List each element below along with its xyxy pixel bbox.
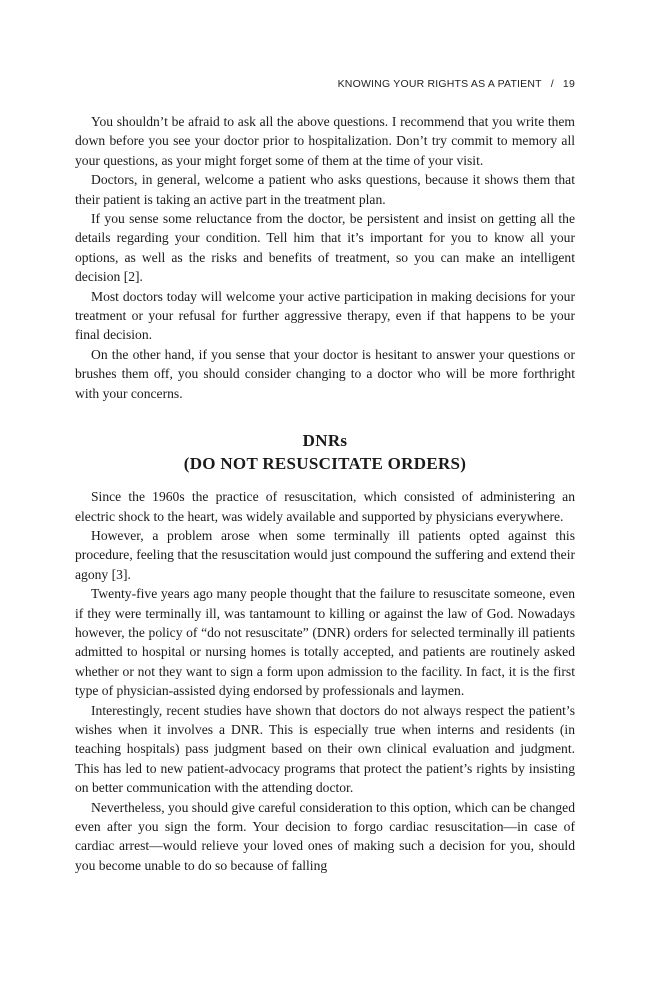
- running-head-separator: /: [550, 78, 554, 90]
- paragraph: Doctors, in general, welcome a patient who asks questions, because it shows them that their patient is taking an active part in the treatment plan.: [75, 172, 575, 207]
- paragraph: You shouldn’t be afraid to ask all the above questions. I recommend that you write them down before you see your doctor prior to hospitalization. Don’t try commit to memory all your questions, as your might forget some of them at the time of your visit.: [75, 114, 575, 168]
- paragraph: Since the 1960s the practice of resuscitation, which consisted of administering an electric shock to the heart, was widely available and supported by physicians everywhere.: [75, 489, 575, 524]
- section-heading-line2: (DO NOT RESUSCITATE ORDERS): [183, 454, 467, 474]
- page-number: 19: [562, 78, 575, 90]
- running-head: [75, 78, 575, 90]
- paragraph: On the other hand, if you sense that your doctor is hesitant to answer your questions or brushes them off, you should consider changing to a doctor who will be more forthright with your concerns.: [75, 346, 575, 401]
- running-head-title: KNOWING YOUR RIGHTS AS A PATIENT: [337, 78, 542, 90]
- paragraph: Interestingly, recent studies have shown that doctors do not always respect the patient’s wishes when it involves a DNR. This is especially true when interns and residents (in teaching hospitals) pass judgment based on their own clinical evaluation and judgment. This has led to new patient-advocacy programs that protect the patient’s rights by insisting on better communication with the attending doctor.: [75, 702, 575, 796]
- section-questions: [75, 112, 575, 403]
- paragraph: Twenty-five years ago many people thought that the failure to resuscitate someone, even if they were terminally ill, was tantamount to killing or against the law of God. Nowadays however, the policy of “do not resuscitate” (DNR) orders for selected terminally ill patients admitted to hospital or nursing homes is totally accepted, and patients are routinely asked whether or not they want to sign a form upon admission to the facility. In fact, it is the first type of physician-assisted dying endorsed by professionals and laymen.: [75, 586, 575, 699]
- paragraph: Most doctors today will welcome your active participation in making decisions for your treatment or your refusal for further aggressive therapy, even if that happens to be your final decision.: [75, 288, 575, 343]
- paragraph: If you sense some reluctance from the doctor, be persistent and insist on getting all the details regarding your condition. Tell him that it’s important for you to know all your options, as well as the risks and benefits of treatment, so you can make an intelligent decision [2].: [75, 211, 575, 285]
- paragraph: Nevertheless, you should give careful consideration to this option, which can be changed even after you sign the form. Your decision to forgo cardiac resuscitation—in case of cardiac arrest—would relieve your loved ones of making such a decision for you, should you become unable to do so because of falling: [75, 799, 575, 873]
- book-page: [75, 78, 575, 875]
- section-dnr: [75, 487, 575, 875]
- section-heading-line1: DNRs: [302, 431, 348, 451]
- paragraph: However, a problem arose when some terminally ill patients opted against this procedure, feeling that the resuscitation would just compound the suffering and extend their agony [3].: [75, 527, 575, 582]
- section-heading: [75, 430, 575, 475]
